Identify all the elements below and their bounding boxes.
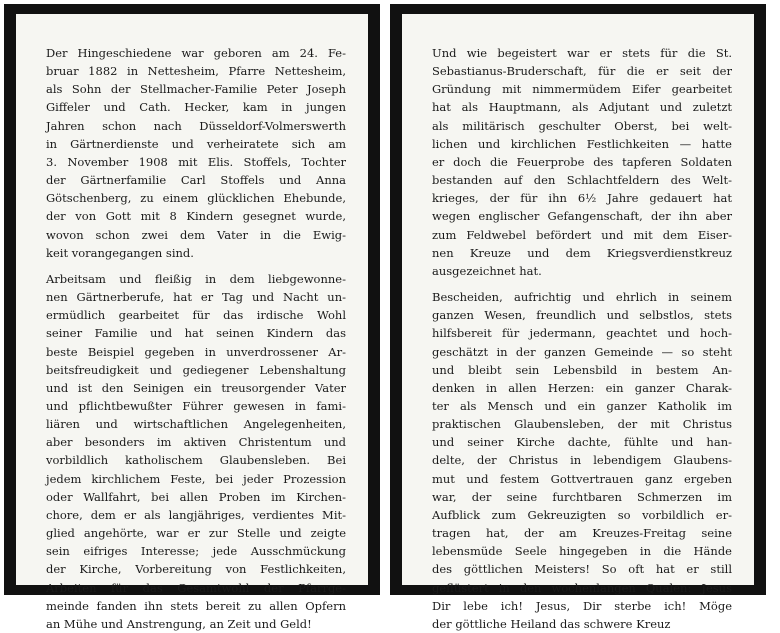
- text-line: liären und wirtschaftlichen Angelegenheiten,: [46, 417, 346, 432]
- text-line: als militärisch geschulter Oberst, bei welt-: [432, 118, 732, 133]
- text-line: keit vorangegangen sind.: [46, 245, 194, 260]
- text-line: Dir lebe ich! Jesus, Dir sterbe ich! Möge: [432, 598, 732, 613]
- text-line: meinde fanden ihn stets bereit zu allen Opfern: [46, 598, 346, 613]
- text-line: glied angehörte, war er zur Stelle und zeigte: [46, 526, 346, 541]
- text-line: der Kirche, Vorbereitung von Festlichkeiten,: [46, 562, 346, 577]
- text-line: an Mühe und Anstrengung, an Zeit und Geld!: [46, 616, 312, 631]
- text-line: und ist den Seinigen ein treusorgender Vater: [46, 380, 346, 395]
- text-line: ganzen Wesen, freundlich und selbstlos, stets: [432, 308, 732, 323]
- text-line: in Gärtnerdienste und verheiratete sich am: [46, 136, 346, 151]
- left-page-text: [46, 44, 346, 633]
- text-line: hilfsbereit für jedermann, geachtet und hoch-: [432, 326, 732, 341]
- text-line: nen Gärtnerberufe, hat er Tag und Nacht un-: [46, 290, 346, 305]
- text-line: Jahren schon nach Düsseldorf-Volmerswerth: [46, 118, 346, 133]
- text-line: vorbildlich katholischem Glaubensleben. Bei: [46, 453, 346, 468]
- text-line: Gründung mit nimmermüdem Eifer gearbeitet: [432, 82, 732, 97]
- text-line: war, der seine furchtbaren Schmerzen im: [432, 489, 732, 504]
- text-line: und bleibt sein Lebensbild in bestem An-: [432, 362, 732, 377]
- text-line: der von Gott mit 8 Kindern gesegnet wurde,: [46, 209, 346, 224]
- text-line: bestanden auf den Schlachtfeldern des Welt-: [432, 173, 732, 188]
- text-line: er doch die Feuerprobe des tapferen Soldaten: [432, 154, 732, 169]
- text-line: Bescheiden, aufrichtig und ehrlich in seinem: [432, 290, 732, 305]
- text-line: Und wie begeistert war er stets für die St.: [432, 46, 732, 60]
- text-line: sein eifriges Interesse; jede Ausschmückung: [46, 544, 346, 559]
- paragraph: [46, 270, 346, 633]
- text-line: ermüdlich gearbeitet für das irdische Wohl: [46, 308, 346, 323]
- text-line: krieges, der für ihn 6½ Jahre gedauert hat: [432, 191, 732, 206]
- text-line: aber besonders im aktiven Christentum und: [46, 435, 346, 450]
- text-line: oder Wallfahrt, bei allen Proben im Kirchen-: [46, 489, 346, 504]
- text-line: tragen hat, der am Kreuzes-Freitag seine: [432, 526, 732, 541]
- text-line: hat als Hauptmann, als Adjutant und zuletzt: [432, 100, 732, 115]
- text-line: denken in allen Herzen: ein ganzer Charak-: [432, 380, 732, 395]
- text-line: des göttlichen Meisters! So oft hat er still: [432, 562, 732, 577]
- text-line: Sebastianus-Bruderschaft, für die er seit der: [432, 64, 732, 79]
- right-page: [390, 4, 766, 631]
- text-line: 3. November 1908 mit Elis. Stoffels, Tochter: [46, 154, 346, 169]
- left-page: [4, 4, 380, 631]
- text-line: mut und festem Gottvertrauen ganz ergeben: [432, 471, 732, 486]
- text-line: wovon schon zwei dem Vater in die Ewig-: [46, 227, 346, 242]
- text-line: bruar 1882 in Nettesheim, Pfarre Nettesheim,: [46, 64, 346, 79]
- text-line: Arbeiten für das Gesamtwohl der Pfarrge-: [46, 580, 346, 595]
- text-line: der Gärtnerfamilie Carl Stoffels und Anna: [46, 173, 346, 188]
- text-line: Aufblick zum Gekreuzigten so vorbildlich er-: [432, 507, 732, 522]
- text-line: und pflichtbewußter Führer gewesen in fami-: [46, 398, 346, 413]
- text-line: ausgezeichnet hat.: [432, 263, 542, 278]
- text-line: geflüstert in den wochenlangen Qualen: Jesus: [432, 580, 732, 595]
- paragraph: [432, 288, 732, 633]
- paragraph: [46, 44, 346, 262]
- text-line: nen Kreuze und dem Kriegsverdienstkreuz: [432, 245, 732, 260]
- text-line: beste Beispiel gegeben in unverdrossener Ar-: [46, 344, 346, 359]
- text-line: der göttliche Heiland das schwere Kreuz: [432, 616, 671, 631]
- text-line: Arbeitsam und fleißig in dem liebgewonne-: [46, 271, 346, 286]
- right-page-text: [432, 44, 732, 633]
- text-line: Der Hingeschiedene war geboren am 24. Fe-: [46, 46, 346, 60]
- text-line: Giffeler und Cath. Hecker, kam in jungen: [46, 100, 346, 115]
- text-line: chore, dem er als langjähriges, verdientes Mit-: [46, 507, 346, 522]
- text-line: praktischen Glaubensleben, der mit Christus: [432, 417, 732, 432]
- text-line: jedem kirchlichem Feste, bei jeder Prozession: [46, 471, 346, 486]
- text-line: wegen englischer Gefangenschaft, der ihn aber: [432, 209, 732, 224]
- text-line: und seiner Kirche dachte, fühlte und han-: [432, 435, 732, 450]
- text-line: zum Feldwebel befördert und mit dem Eiser-: [432, 227, 732, 242]
- text-line: als Sohn der Stellmacher-Familie Peter Joseph: [46, 82, 346, 97]
- text-line: geschätzt in der ganzen Gemeinde — so steht: [432, 344, 732, 359]
- text-line: lichen und kirchlichen Festlichkeiten — hatte: [432, 136, 732, 151]
- text-line: Götschenberg, zu einem glücklichen Ehebunde,: [46, 191, 346, 206]
- text-line: delte, der Christus in lebendigem Glaubens-: [432, 453, 732, 468]
- paragraph: [432, 44, 732, 280]
- text-line: ter als Mensch und ein ganzer Katholik im: [432, 398, 732, 413]
- text-line: seiner Familie und hat seinen Kindern das: [46, 326, 346, 341]
- text-line: beitsfreudigkeit und gediegener Lebenshaltung: [46, 362, 346, 377]
- text-line: lebensmüde Seele hingegeben in die Hände: [432, 544, 732, 559]
